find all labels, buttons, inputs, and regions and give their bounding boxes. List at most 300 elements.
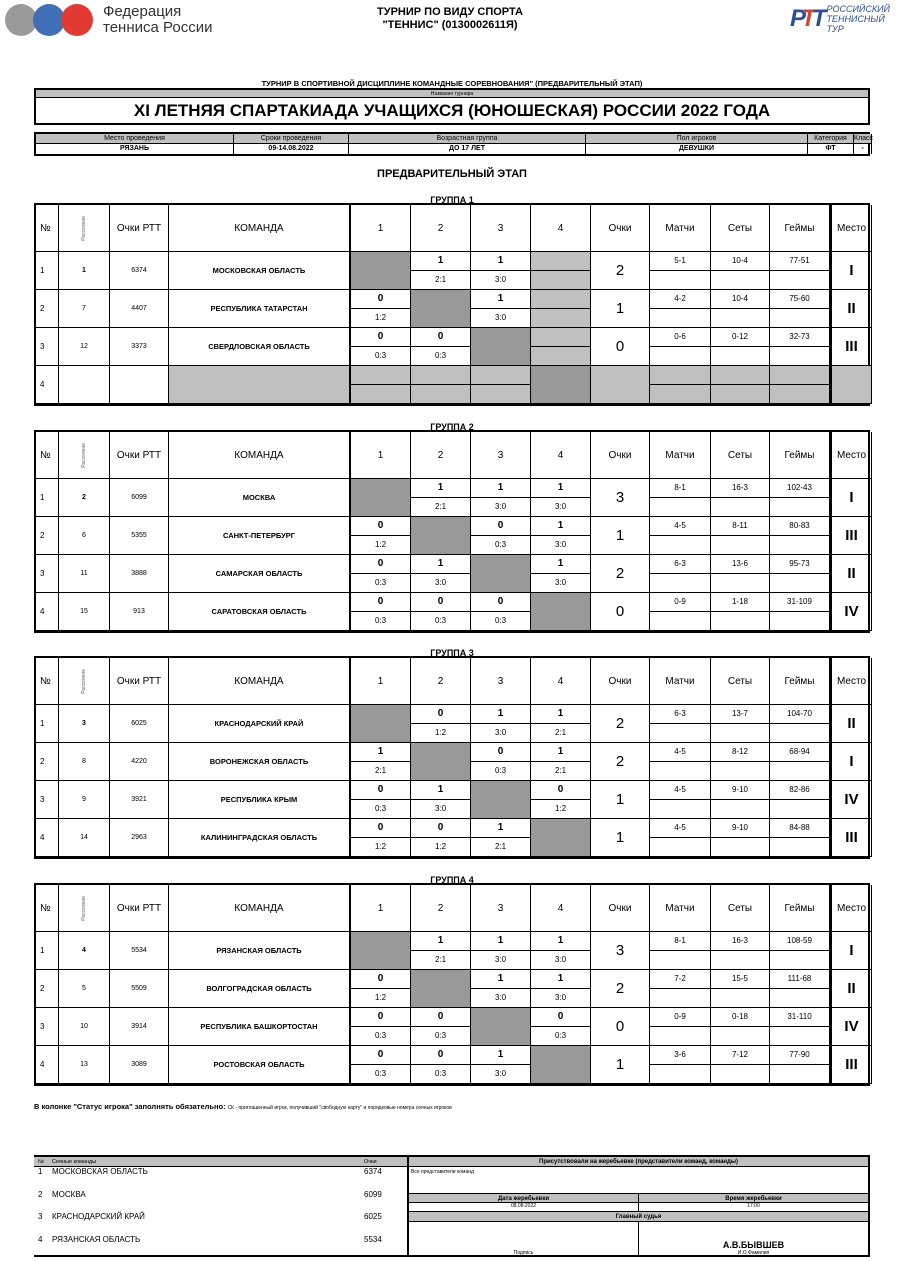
match-cell-self: [471, 781, 531, 819]
column-header: Сеты: [711, 658, 770, 705]
match-cell: [411, 932, 471, 970]
match-cell: [471, 366, 531, 404]
match-score: [351, 366, 410, 385]
match-cell: [471, 1046, 531, 1084]
sets-value: 0-18: [711, 1008, 769, 1027]
sets-value: 10-4: [711, 290, 769, 309]
column-header: 2: [411, 885, 471, 932]
place-cell: [830, 366, 872, 404]
discipline-subtitle: ТУРНИР В СПОРТИВНОЙ ДИСЦИПЛИНЕ КОМАНДНЫЕ СОРЕВНОВАНИЯ" (ПРЕДВАРИТЕЛЬНЫЙ ЭТАП): [261, 79, 643, 88]
matches-cell: [650, 252, 711, 290]
match-score: 0: [351, 819, 410, 838]
place-cell: IV: [830, 593, 872, 631]
match-score: 0: [471, 517, 530, 536]
seeded-team: КРАСНОДАРСКИЙ КРАЙ: [52, 1212, 145, 1221]
matches-empty: [650, 536, 710, 554]
team-cell: САМАРСКАЯ ОБЛАСТЬ: [169, 555, 351, 593]
match-cell: [411, 781, 471, 819]
match-sets: 3:0: [554, 502, 567, 512]
group-table: [34, 430, 870, 633]
sets-cell: [711, 932, 770, 970]
match-sets: 1:2: [434, 842, 447, 852]
matches-cell: [650, 705, 711, 743]
matches-cell: [650, 593, 711, 631]
match-score: [531, 252, 590, 271]
match-cell-self: [471, 555, 531, 593]
match-score: 1: [531, 932, 590, 951]
match-sets: 3:0: [434, 578, 447, 588]
match-score: 0: [351, 1008, 410, 1027]
time-label: Время жеребьевки: [725, 1196, 782, 1202]
match-score: 1: [411, 252, 470, 271]
games-cell: [770, 932, 830, 970]
points-cell: 2: [591, 705, 650, 743]
group-title: ГРУППА 4: [430, 875, 474, 885]
group-title: ГРУППА 1: [430, 195, 474, 205]
match-sets: 0:3: [374, 351, 387, 361]
column-header: №: [36, 885, 59, 932]
games-value: 84-88: [770, 819, 829, 838]
match-cell: [531, 781, 591, 819]
seeded-header-cell: Сеяные команды: [52, 1159, 97, 1165]
match-cell: [471, 290, 531, 328]
column-header: Место: [830, 658, 872, 705]
games-value: 95-73: [770, 555, 829, 574]
seeded-header: [34, 1157, 407, 1167]
matches-value: 6-3: [650, 705, 710, 724]
match-sets: 0:3: [554, 1031, 567, 1041]
sets-value: 0-12: [711, 328, 769, 347]
match-cell: [531, 366, 591, 404]
match-sets: 0:3: [374, 616, 387, 626]
seeded-team: МОСКВА: [52, 1189, 86, 1199]
seed-cell: 6: [59, 517, 110, 555]
games-empty: [770, 1027, 829, 1045]
place-cell: III: [830, 819, 872, 857]
column-header: Геймы: [770, 205, 830, 252]
match-cell-empty: [531, 328, 591, 366]
match-score: 0: [411, 328, 470, 347]
match-cell-self: [411, 290, 471, 328]
match-cell: [351, 290, 411, 328]
rtt-text-2: ТЕННИСНЫЙ: [826, 14, 885, 24]
column-header: КОМАНДА: [169, 885, 351, 932]
matches-empty: [650, 800, 710, 818]
match-sets: 1:2: [374, 540, 387, 550]
matches-cell: [650, 970, 711, 1008]
matches-value: 8-1: [650, 479, 710, 498]
column-header: 2: [411, 432, 471, 479]
matches-value: 5-1: [650, 252, 710, 271]
column-header: Очки РТТ: [110, 432, 169, 479]
games-empty: [770, 574, 829, 592]
sets-cell: [711, 1046, 770, 1084]
rtt-points-cell: 5355: [110, 517, 169, 555]
stat-value: [770, 366, 829, 385]
column-header: КОМАНДА: [169, 658, 351, 705]
sets-cell: [711, 290, 770, 328]
seed-cell: 15: [59, 593, 110, 631]
team-cell: ВОРОНЕЖСКАЯ ОБЛАСТЬ: [169, 743, 351, 781]
seed-cell: 2: [59, 479, 110, 517]
match-sets: 1:2: [374, 313, 387, 323]
match-cell: [351, 781, 411, 819]
matches-value: 4-2: [650, 290, 710, 309]
match-score: 1: [411, 781, 470, 800]
match-sets: [411, 385, 470, 403]
sets-cell: [711, 555, 770, 593]
sets-cell: [711, 479, 770, 517]
row-number: 4: [36, 593, 59, 631]
column-header: Геймы: [770, 432, 830, 479]
match-cell: [351, 517, 411, 555]
matches-empty: [650, 762, 710, 780]
match-cell: [411, 1008, 471, 1046]
points-cell: 2: [591, 970, 650, 1008]
match-cell: [531, 479, 591, 517]
column-header: Матчи: [650, 205, 711, 252]
info-table: [34, 132, 874, 156]
team-cell: КАЛИНИНГРАДСКАЯ ОБЛАСТЬ: [169, 819, 351, 857]
matches-empty: [650, 989, 710, 1007]
sets-value: 13-7: [711, 705, 769, 724]
rtt-points-cell: 6099: [110, 479, 169, 517]
games-cell: [770, 781, 830, 819]
column-header: Очки: [591, 432, 650, 479]
match-sets: 3:0: [554, 955, 567, 965]
team-cell: РЕСПУБЛИКА КРЫМ: [169, 781, 351, 819]
team-cell: РЯЗАНСКАЯ ОБЛАСТЬ: [169, 932, 351, 970]
sets-value: 1-18: [711, 593, 769, 612]
sets-empty: [711, 612, 769, 630]
matches-empty: [650, 838, 710, 856]
match-cell: [471, 593, 531, 631]
match-score: 1: [471, 819, 530, 838]
sets-cell: [711, 517, 770, 555]
match-cell-self: [531, 593, 591, 631]
sets-value: 9-10: [711, 781, 769, 800]
column-header: 4: [531, 658, 591, 705]
points-cell: 1: [591, 819, 650, 857]
team-cell: СВЕРДЛОВСКАЯ ОБЛАСТЬ: [169, 328, 351, 366]
info-header: Категория: [808, 134, 854, 144]
games-cell: [770, 593, 830, 631]
sets-value: 8-12: [711, 743, 769, 762]
date-label: Дата жеребьевки: [409, 1194, 639, 1202]
games-cell: [770, 819, 830, 857]
place-cell: I: [830, 743, 872, 781]
sets-cell: [711, 1008, 770, 1046]
match-cell: [471, 252, 531, 290]
rtt-logo: [790, 4, 890, 34]
sets-empty: [711, 762, 769, 780]
ball-red-icon: [61, 4, 93, 36]
sets-value: 8-11: [711, 517, 769, 536]
sport-title-line1: ТУРНИР ПО ВИДУ СПОРТА: [377, 6, 523, 18]
seeded-team: РЯЗАНСКАЯ ОБЛАСТЬ: [52, 1234, 141, 1244]
team-cell: [169, 366, 351, 404]
match-cell: [471, 932, 531, 970]
match-cell-self: [351, 705, 411, 743]
column-header: Очки РТТ: [110, 205, 169, 252]
stage-title: ПРЕДВАРИТЕЛЬНЫЙ ЭТАП: [377, 168, 527, 180]
seeded-points: 6374: [364, 1167, 382, 1176]
row-number: 1: [36, 705, 59, 743]
rtt-points-cell: 2963: [110, 819, 169, 857]
draw-info: [407, 1157, 870, 1257]
sets-value: 16-3: [711, 479, 769, 498]
match-score: 1: [471, 479, 530, 498]
matches-value: 7-2: [650, 970, 710, 989]
row-number: 3: [36, 781, 59, 819]
games-value: 102-43: [770, 479, 829, 498]
seeded-points: 6025: [364, 1212, 382, 1221]
games-empty: [770, 951, 829, 969]
match-cell: [471, 517, 531, 555]
sets-cell: [711, 252, 770, 290]
matches-empty: [650, 574, 710, 592]
sets-empty: [711, 838, 769, 856]
seed-cell: 5: [59, 970, 110, 1008]
match-cell-self: [351, 932, 411, 970]
match-sets: 2:1: [494, 842, 507, 852]
points-cell: 3: [591, 479, 650, 517]
match-cell: [471, 819, 531, 857]
row-number: 3: [36, 1008, 59, 1046]
column-header: Очки: [591, 658, 650, 705]
match-score: 1: [411, 555, 470, 574]
rtt-points-cell: 913: [110, 593, 169, 631]
match-sets: 0:3: [494, 766, 507, 776]
matches-value: 0-9: [650, 1008, 710, 1027]
column-header: 1: [351, 432, 411, 479]
seed-cell: 1: [59, 252, 110, 290]
rtt-points-cell: 3888: [110, 555, 169, 593]
matches-value: 4-5: [650, 781, 710, 800]
seed-cell: 3: [59, 705, 110, 743]
team-cell: САРАТОВСКАЯ ОБЛАСТЬ: [169, 593, 351, 631]
info-header: Класс: [854, 135, 874, 142]
stat-empty: [650, 385, 710, 403]
team-cell: РЕСПУБЛИКА БАШКОРТОСТАН: [169, 1008, 351, 1046]
sport-title-line2: "ТЕННИС" (0130002611Я): [382, 19, 518, 31]
matches-value: 0-9: [650, 593, 710, 612]
matches-value: 4-5: [650, 819, 710, 838]
games-value: 77-51: [770, 252, 829, 271]
row-number: 2: [36, 970, 59, 1008]
matches-value: 8-1: [650, 932, 710, 951]
match-sets: 2:1: [374, 766, 387, 776]
seeded-no: 4: [38, 1234, 43, 1244]
matches-cell: [650, 328, 711, 366]
info-header: Возрастная группа: [349, 134, 586, 144]
points-cell: 2: [591, 743, 650, 781]
place-cell: II: [830, 555, 872, 593]
games-empty: [770, 612, 829, 630]
column-header: 1: [351, 658, 411, 705]
points-cell: [591, 366, 650, 404]
matches-value: 0-6: [650, 328, 710, 347]
games-empty: [770, 762, 829, 780]
matches-cell: [650, 290, 711, 328]
match-sets: 3:0: [494, 313, 507, 323]
info-value: ДЕВУШКИ: [586, 144, 808, 154]
match-cell: [411, 479, 471, 517]
match-sets: 0:3: [434, 616, 447, 626]
games-empty: [770, 838, 829, 856]
info-value: РЯЗАНЬ: [36, 144, 234, 154]
match-cell: [471, 743, 531, 781]
points-cell: 0: [591, 328, 650, 366]
match-cell: [351, 555, 411, 593]
sets-value: 15-5: [711, 970, 769, 989]
games-value: 108-59: [770, 932, 829, 951]
match-cell-self: [531, 819, 591, 857]
rtt-text-3: ТУР: [826, 24, 844, 34]
match-score: 0: [411, 593, 470, 612]
place-cell: II: [830, 970, 872, 1008]
games-value: 80-83: [770, 517, 829, 536]
matches-empty: [650, 951, 710, 969]
column-header: Очки РТТ: [110, 885, 169, 932]
match-sets: 2:1: [554, 728, 567, 738]
match-score: [531, 290, 590, 309]
match-sets: 3:0: [494, 728, 507, 738]
match-sets: 0:3: [494, 616, 507, 626]
column-header: Место: [830, 432, 872, 479]
games-empty: [770, 271, 829, 289]
match-score: 1: [471, 932, 530, 951]
match-score: 1: [471, 290, 530, 309]
match-sets: 1:2: [554, 804, 567, 814]
date-value: 08.08.2022: [409, 1203, 639, 1211]
column-header: Очки: [591, 205, 650, 252]
tournament-name-label: Название турнира: [36, 90, 868, 98]
match-score: 1: [471, 1046, 530, 1065]
rtt-points-cell: 3914: [110, 1008, 169, 1046]
match-cell-self: [351, 479, 411, 517]
seeded-no: 2: [38, 1189, 43, 1199]
match-score: 0: [351, 970, 410, 989]
match-sets: 0:3: [374, 804, 387, 814]
match-sets: 0:3: [434, 351, 447, 361]
sets-empty: [711, 498, 769, 516]
points-cell: 1: [591, 517, 650, 555]
column-header: [59, 658, 110, 705]
match-cell: [531, 517, 591, 555]
rtt-points-cell: 6374: [110, 252, 169, 290]
stat-cell: [711, 366, 770, 404]
match-score: 1: [471, 970, 530, 989]
match-cell-self: [471, 328, 531, 366]
column-header: Очки РТТ: [110, 658, 169, 705]
games-cell: [770, 479, 830, 517]
sets-empty: [711, 800, 769, 818]
games-empty: [770, 309, 829, 327]
draw-section: [34, 1155, 870, 1257]
column-header: [59, 432, 110, 479]
column-header-seed: Рассеяние: [81, 895, 87, 921]
match-sets: 3:0: [554, 540, 567, 550]
column-header: Сеты: [711, 432, 770, 479]
games-value: 32-73: [770, 328, 829, 347]
judge-name: А.В.БЫВШЕВ: [722, 1240, 785, 1250]
match-sets: 0:3: [434, 1069, 447, 1079]
sets-cell: [711, 705, 770, 743]
seeded-points: 6099: [364, 1189, 382, 1199]
row-number: 2: [36, 517, 59, 555]
match-sets: 0:3: [374, 1069, 387, 1079]
match-sets: 3:0: [494, 993, 507, 1003]
sets-value: 13-6: [711, 555, 769, 574]
match-score: 0: [411, 1008, 470, 1027]
column-header-seed: Рассеяние: [81, 215, 87, 241]
seeded-points: 5534: [364, 1234, 382, 1244]
match-cell: [411, 819, 471, 857]
matches-empty: [650, 1027, 710, 1045]
column-header: №: [36, 432, 59, 479]
games-value: 111-68: [770, 970, 829, 989]
match-score: 1: [531, 517, 590, 536]
match-score: 1: [411, 932, 470, 951]
rtt-points-cell: 4407: [110, 290, 169, 328]
stat-cell: [650, 366, 711, 404]
column-header: Сеты: [711, 205, 770, 252]
match-cell: [531, 970, 591, 1008]
seeded-team: МОСКОВСКАЯ ОБЛАСТЬ: [52, 1167, 148, 1176]
match-sets: [531, 271, 590, 289]
points-cell: 2: [591, 555, 650, 593]
judge-label: Главный судья: [409, 1212, 868, 1222]
match-score: 0: [471, 743, 530, 762]
match-score: 1: [531, 479, 590, 498]
judge-name-label: И.О.Фамилия: [737, 1250, 770, 1256]
match-sets: 0:3: [434, 1031, 447, 1041]
sets-empty: [711, 536, 769, 554]
seeded-header-cell: Очки: [364, 1159, 377, 1165]
games-empty: [770, 347, 829, 365]
games-value: 31-109: [770, 593, 829, 612]
match-cell: [531, 705, 591, 743]
column-header: Место: [830, 205, 872, 252]
match-score: 0: [351, 781, 410, 800]
match-cell-self: [411, 517, 471, 555]
sets-empty: [711, 1027, 769, 1045]
stat-value: [650, 366, 710, 385]
signature-label: Подпись: [409, 1222, 639, 1256]
match-sets: 3:0: [494, 955, 507, 965]
sets-empty: [711, 309, 769, 327]
sets-cell: [711, 328, 770, 366]
column-header: 1: [351, 205, 411, 252]
match-cell: [411, 328, 471, 366]
status-note: [34, 1102, 452, 1111]
place-cell: II: [830, 290, 872, 328]
matches-cell: [650, 781, 711, 819]
match-sets: 1:2: [434, 728, 447, 738]
column-header: 3: [471, 205, 531, 252]
sets-empty: [711, 989, 769, 1007]
match-cell: [351, 819, 411, 857]
match-sets: 0:3: [494, 540, 507, 550]
games-cell: [770, 1008, 830, 1046]
info-header: Пол игроков: [586, 134, 808, 144]
games-value: 82-86: [770, 781, 829, 800]
place-cell: III: [830, 517, 872, 555]
row-number: 1: [36, 252, 59, 290]
federation-logo: [5, 4, 212, 36]
note-text: СК - приглашенный игрок, получивший "свободную карту" и порядковые номера сеяных игроков: [227, 1105, 452, 1111]
